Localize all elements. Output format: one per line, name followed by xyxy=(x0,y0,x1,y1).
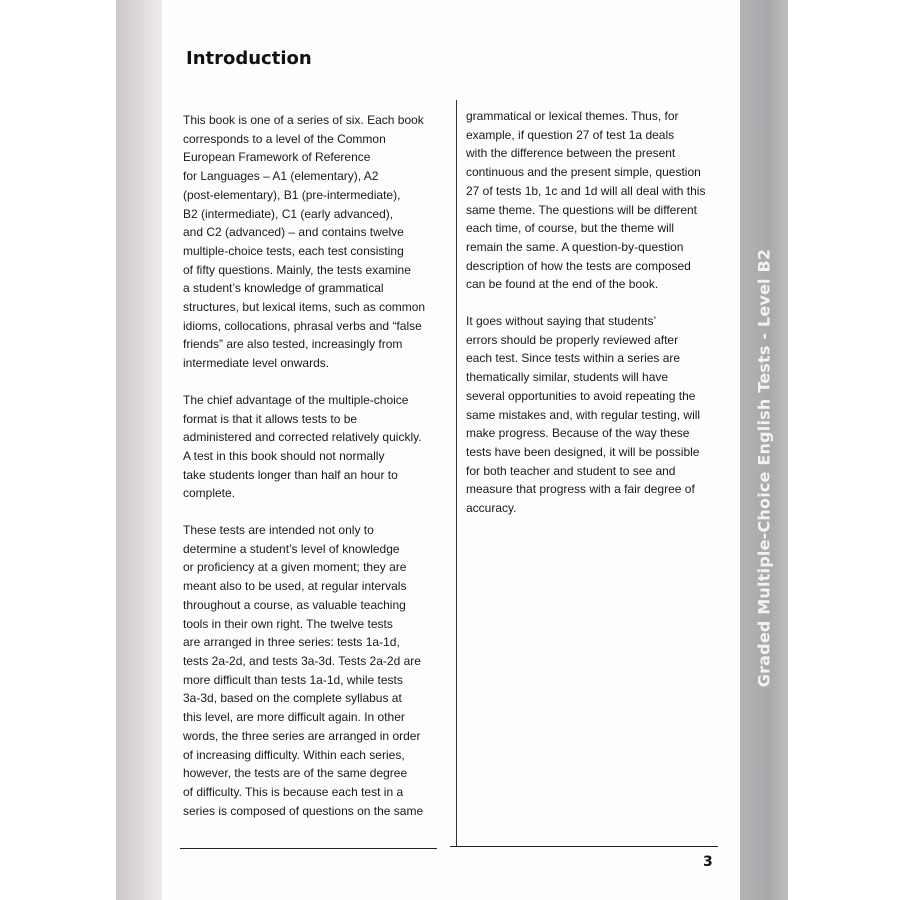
footer-rule-left xyxy=(180,848,437,849)
paragraph: It goes without saying that students’ errors should be properly reviewed after each test. Since tests within a series are thematically similar, students will have several opportunities to avoid repeating the same mistakes and, with regular testing, will make progress. Because of the way these tests have been designed, it will be possible for both teacher and student to see and measure that progress with a fair degree of accuracy. xyxy=(466,314,701,516)
left-text-column xyxy=(183,111,453,838)
paragraph: grammatical or lexical themes. Thus, for example, if question 27 of test 1a deals with the difference between the present continuous and the present simple, question 27 of tests 1b, 1c and 1d will all deal with this same theme. The questions will be different each time, of course, but the theme will remain the same. A question-by-question description of how the tests are composed can be found at the end of the book. xyxy=(466,109,706,292)
right-text-column xyxy=(466,107,746,536)
paragraph: These tests are intended not only to determine a student’s level of knowledge or proficiency at a given moment; they are meant also to be used, at regular intervals throughout a course, as valuable teaching tools in their own right. The twelve tests are arranged in three series: tests 1a-1d, tests 2a-2d, and tests 3a-3d. Tests 2a-2d are more difficult than tests 1a-1d, while tests 3a-3d, based on the complete syllabus at this level, are more difficult again. In other words, the three series are arranged in order of increasing difficulty. Within each series, however, the tests are of the same degree of difficulty. This is because each test in a series is composed of questions on the same xyxy=(183,523,424,818)
series-side-title: Graded Multiple-Choice English Tests - Level B2 xyxy=(754,248,774,688)
paragraph: This book is one of a series of six. Each book corresponds to a level of the Common European Framework of Reference for Languages – A1 (elementary), A2 (post-elementary), B1 (pre-intermediate), B2 (intermediate), C1 (early advanced), and C2 (advanced) – and contains twelve multiple-choice tests, each test consisting of fifty questions. Mainly, the tests examine a student’s knowledge of grammatical structures, but lexical items, such as common idioms, collocations, phrasal verbs and “false friends” are also tested, increasingly from intermediate level onwards. xyxy=(183,113,426,371)
background-left-edge xyxy=(116,0,164,900)
column-divider xyxy=(456,100,457,846)
page-title: Introduction xyxy=(186,48,312,69)
footer-rule-right xyxy=(450,846,718,847)
page-number: 3 xyxy=(703,854,713,870)
paragraph: The chief advantage of the multiple-choice format is that it allows tests to be administered and corrected relatively quickly. A test in this book should not normally take students longer than half an hour to complete. xyxy=(183,392,422,501)
